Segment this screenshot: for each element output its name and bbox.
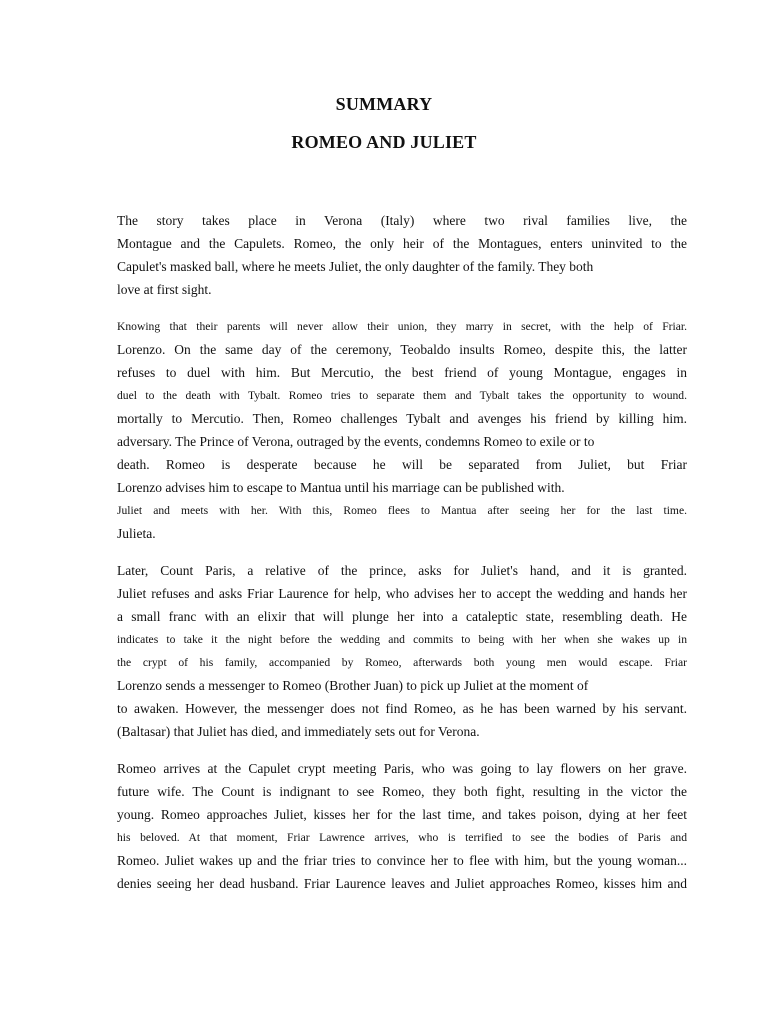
text-line: duel to the death with Tybalt. Romeo tries to separate them and Tybalt takes the opportunity to wound. [117,389,687,402]
text-line: young. Romeo approaches Juliet, kisses her for the last time, and takes poison, dying at her feet [117,807,687,822]
paragraph-4 [117,757,687,895]
text-line: a small franc with an elixir that will plunge her into a cataleptic state, resembling death. He [117,609,687,624]
text-line: Lorenzo sends a messenger to Romeo (Brother Juan) to pick up Juliet at the moment of [117,678,589,693]
text-line: Julieta. [117,526,156,541]
text-line: Romeo arrives at the Capulet crypt meeting Paris, who was going to lay flowers on her grave. [117,761,687,776]
text-line: (Baltasar) that Juliet has died, and immediately sets out for Verona. [117,724,480,739]
text-line: The story takes place in Verona (Italy) where two rival families live, the [117,213,687,228]
text-line: adversary. The Prince of Verona, outraged by the events, condemns Romeo to exile or to [117,434,595,449]
text-line: the crypt of his family, accompanied by Romeo, afterwards both young men would escape. Friar [117,656,687,669]
text-line: Juliet refuses and asks Friar Laurence for help, who advises her to accept the wedding and hands her [117,586,687,601]
text-line: Lorenzo advises him to escape to Mantua until his marriage can be published with. [117,480,565,495]
document-body [117,209,687,909]
paragraph-1 [117,209,687,301]
text-line: Montague and the Capulets. Romeo, the only heir of the Montagues, enters uninvited to the [117,236,687,251]
text-line: Knowing that their parents will never allow their union, they marry in secret, with the help of Friar. [117,320,687,333]
text-line: mortally to Mercutio. Then, Romeo challenges Tybalt and avenges his friend by killing him. [117,411,687,426]
text-line: future wife. The Count is indignant to see Romeo, they both fight, resulting in the victor the [117,784,687,799]
paragraph-2 [117,315,687,545]
text-line: Romeo. Juliet wakes up and the friar tries to convince her to flee with him, but the young woman... [117,853,687,868]
text-line: refuses to duel with him. But Mercutio, the best friend of young Montague, engages in [117,365,687,380]
paragraph-3 [117,559,687,743]
document-subtitle: ROMEO AND JULIET [291,132,477,152]
text-line: indicates to take it the night before the wedding and commits to being with her when she wakes up in [117,633,687,646]
text-line: denies seeing her dead husband. Friar Laurence leaves and Juliet approaches Romeo, kisses him and [117,876,687,891]
text-line: Juliet and meets with her. With this, Romeo flees to Mantua after seeing her for the last time. [117,504,687,517]
text-line: to awaken. However, the messenger does not find Romeo, as he has been warned by his servant. [117,701,687,716]
text-line: Later, Count Paris, a relative of the prince, asks for Juliet's hand, and it is granted. [117,563,687,578]
page-title: SUMMARY [335,94,433,114]
text-line: love at first sight. [117,282,212,297]
text-line: Lorenzo. On the same day of the ceremony, Teobaldo insults Romeo, despite this, the latter [117,342,687,357]
text-line: his beloved. At that moment, Friar Lawrence arrives, who is terrified to see the bodies of Paris and [117,831,687,844]
text-line: death. Romeo is desperate because he will be separated from Juliet, but Friar [117,457,687,472]
text-line: Capulet's masked ball, where he meets Juliet, the only daughter of the family. They both [117,259,594,274]
